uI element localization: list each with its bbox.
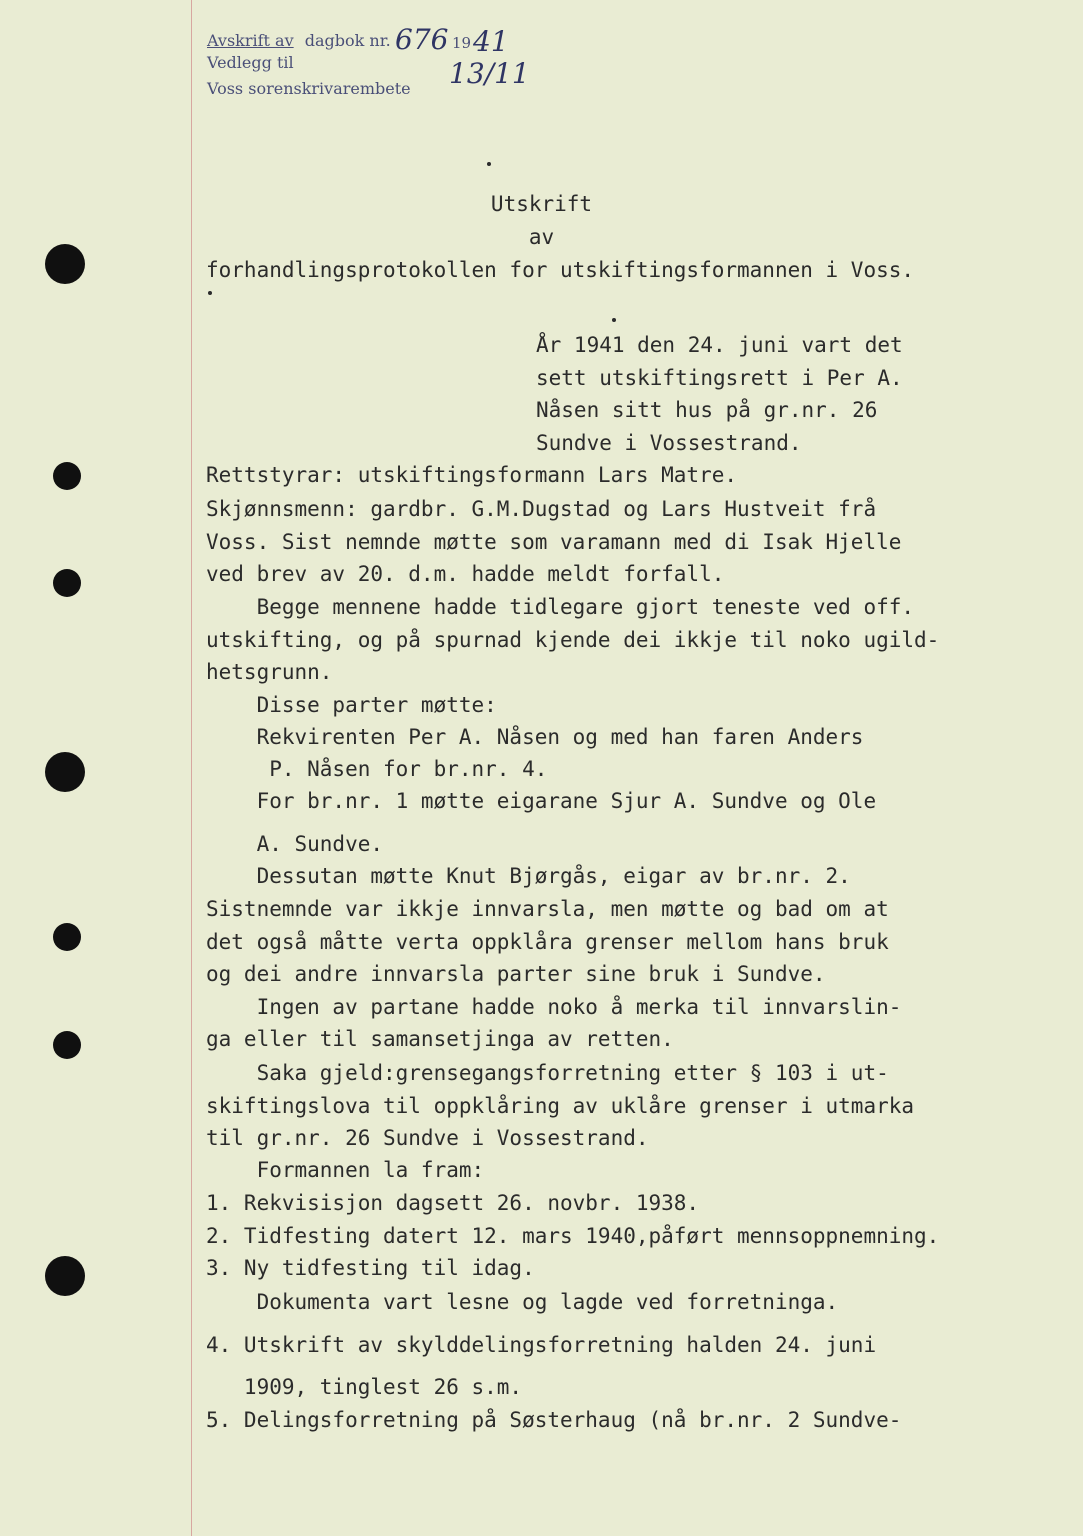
body-line: 1909, tinglest 26 s.m. [206, 1375, 523, 1399]
ink-speck [612, 318, 616, 322]
handwritten-year: 41 [473, 25, 509, 58]
intro-line: År 1941 den 24. juni vart det [536, 333, 903, 357]
body-line: ga eller til samansetjinga av retten. [206, 1027, 674, 1051]
punch-hole-7 [45, 1256, 85, 1296]
registry-stamp [207, 23, 530, 106]
stamp-year-prefix: 19 [452, 34, 472, 52]
body-line: A. Sundve. [206, 832, 384, 856]
body-line: skiftingslova til oppklåring av uklåre grenser i utmarka [206, 1094, 915, 1118]
punch-hole-4 [45, 752, 85, 792]
intro-line: sett utskiftingsrett i Per A. [536, 366, 903, 390]
body-line: Sistnemnde var ikkje innvarsla, men møtte og bad om at [206, 897, 889, 921]
body-line: ved brev av 20. d.m. hadde meldt forfall. [206, 562, 725, 586]
stamp-line-1 [207, 32, 391, 50]
doc-heading: Utskrift [490, 192, 593, 216]
ink-speck [487, 162, 491, 166]
body-line: Begge mennene hadde tidlegare gjort teneste ved off. [206, 595, 915, 619]
body-line: hetsgrunn. [206, 660, 333, 684]
body-line: 1. Rekvisisjon dagsett 26. novbr. 1938. [206, 1191, 700, 1215]
stamp-line-2: Vedlegg til [207, 53, 294, 72]
intro-line: Nåsen sitt hus på gr.nr. 26 [536, 398, 878, 422]
body-line: Dessutan møtte Knut Bjørgås, eigar av br.nr. 2. [206, 864, 851, 888]
body-line: For br.nr. 1 møtte eigarane Sjur A. Sundve og Ole [206, 789, 877, 813]
handwritten-date: 13/11 [449, 57, 530, 90]
punch-hole-2 [53, 462, 81, 490]
intro-line: Sundve i Vossestrand. [536, 431, 802, 455]
body-line: Voss. Sist nemnde møtte som varamann med di Isak Hjelle [206, 530, 902, 554]
body-line: Rekvirenten Per A. Nåsen og med han faren Anders [206, 725, 864, 749]
body-line: P. Nåsen for br.nr. 4. [206, 757, 548, 781]
ink-speck [208, 291, 212, 295]
body-line: Disse parter møtte: [206, 693, 497, 717]
doc-title: forhandlingsprotokollen for utskiftingsformannen i Voss. [206, 258, 915, 282]
body-line: Saka gjeld:grensegangsforretning etter § 103 i ut- [206, 1061, 889, 1085]
body-line: 3. Ny tidfesting til idag. [206, 1256, 535, 1280]
doc-subheading: av [528, 225, 555, 249]
body-line: Formannen la fram: [206, 1158, 485, 1182]
body-line: Dokumenta vart lesne og lagde ved forretninga. [206, 1290, 839, 1314]
body-line: til gr.nr. 26 Sundve i Vossestrand. [206, 1126, 649, 1150]
punch-hole-5 [53, 923, 81, 951]
body-line: Skjønnsmenn: gardbr. G.M.Dugstad og Lars Hustveit frå [206, 497, 877, 521]
body-line: 4. Utskrift av skylddelingsforretning halden 24. juni [206, 1333, 877, 1357]
body-line: det også måtte verta oppklåra grenser mellom hans bruk [206, 930, 889, 954]
handwritten-number: 676 [395, 23, 449, 56]
body-line: Ingen av partane hadde noko å merka til innvarslin- [206, 995, 902, 1019]
body-line: 2. Tidfesting datert 12. mars 1940,påført mennsoppnemning. [206, 1224, 940, 1248]
punch-hole-6 [53, 1031, 81, 1059]
body-line: 5. Delingsforretning på Søsterhaug (nå br.nr. 2 Sundve- [206, 1408, 902, 1432]
body-line: Rettstyrar: utskiftingsformann Lars Matre. [206, 463, 738, 487]
body-line: utskifting, og på spurnad kjende dei ikkje til noko ugild- [206, 628, 940, 652]
punch-hole-3 [53, 569, 81, 597]
stamp-line-3: Voss sorenskrivarembete [207, 79, 411, 98]
punch-hole-1 [45, 244, 85, 284]
body-line: og dei andre innvarsla parter sine bruk i Sundve. [206, 962, 826, 986]
stamp-avskrift: Avskrift av [207, 31, 294, 50]
stamp-dagbok: dagbok nr. [304, 31, 391, 50]
